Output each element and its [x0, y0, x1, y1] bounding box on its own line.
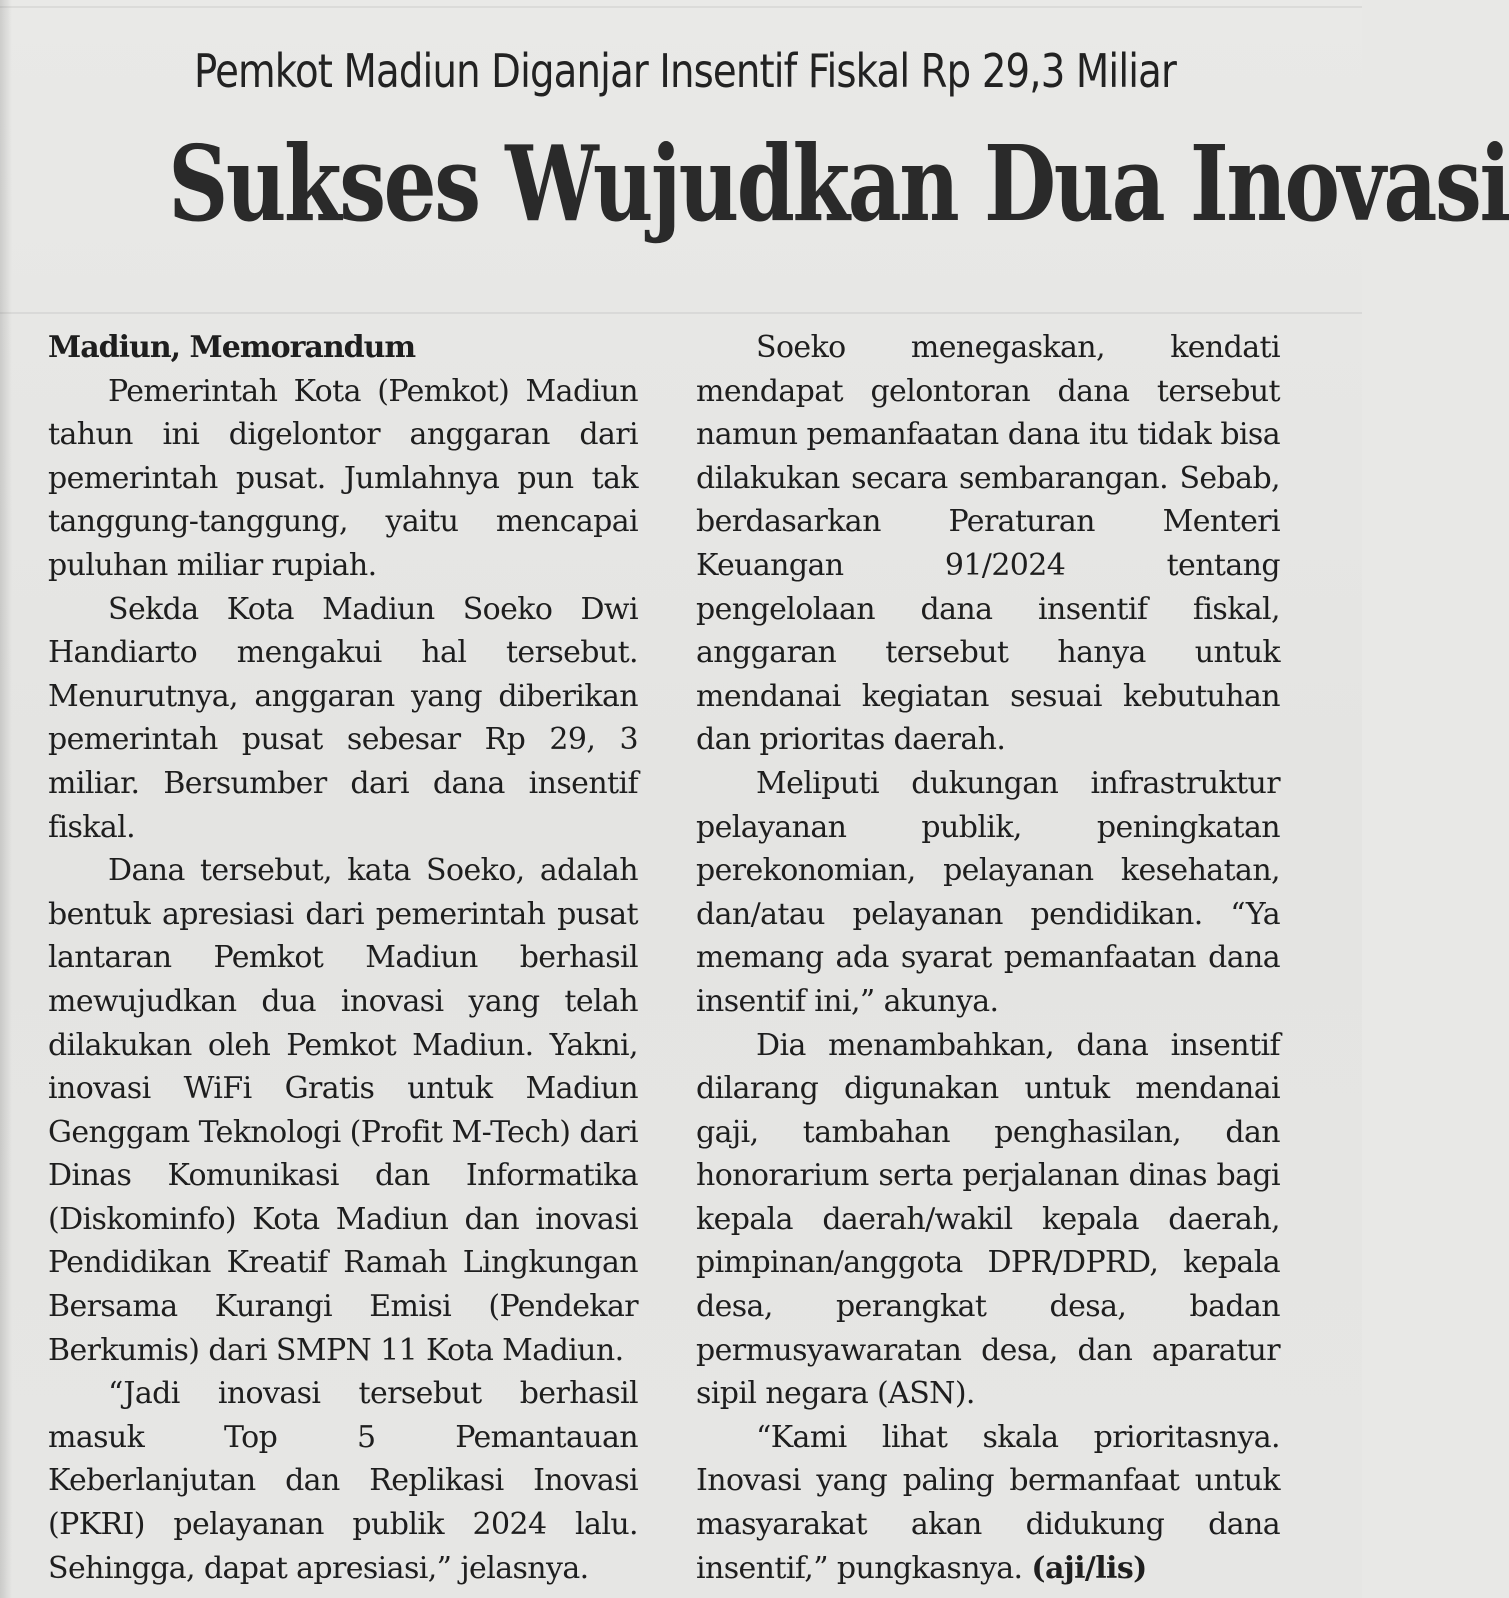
- article-kicker: Pemkot Madiun Diganjar Insentif Fiskal Rp 29,3 Miliar: [193, 44, 1177, 98]
- article-paragraph: Meliputi dukungan infrastruktur pelayanan publik, peningkatan perekonomian, pelayanan kesehatan, dan/atau pelayanan pendidikan. “Ya memang ada syarat pemanfaatan dana insentif ini,” akunya.: [696, 765, 1280, 1019]
- divider: [0, 6, 1362, 8]
- article-column-left: [48, 326, 638, 1590]
- article-paragraph: Dana tersebut, kata Soeko, adalah bentuk apresiasi dari pemerintah pusat lantaran Pemkot Madiun berhasil mewujudkan dua inovasi yang telah dilakukan oleh Pemkot Madiun. Yakni, inovasi WiFi Gratis untuk Madiun Genggam Teknologi (Profit M-Tech) dari Dinas Komunikasi dan Informatika (Diskominfo) Kota Madiun dan inovasi Pendidikan Kreatif Ramah Lingkungan Bersama Kurangi Emisi (Pendekar Berkumis) dari SMPN 11 Kota Madiun.: [48, 853, 638, 1368]
- article-column-right: [696, 326, 1280, 1590]
- article-dateline: Madiun, Memorandum: [48, 330, 416, 365]
- author-signature: (aji/lis): [1031, 1550, 1147, 1586]
- article-paragraph: Dia menambahkan, dana insentif dilarang digunakan untuk mendanai gaji, tambahan penghasilan, dan honorarium serta perjalanan dinas bagi kepala daerah/wakil kepala daerah, pimpinan/anggota DPR/DPRD, kepala desa, perangkat desa, badan permusyawaratan desa, dan aparatur sipil negara (ASN).: [696, 1027, 1280, 1412]
- article-paragraph: “Jadi inovasi tersebut berhasil masuk Top 5 Pemantauan Keberlanjutan dan Replikasi Inovasi (PKRI) pelayanan publik 2024 lalu. Sehingga, dapat apresiasi,” jelasnya.: [48, 1376, 638, 1586]
- article-paragraph: Soeko menegaskan, kendati mendapat gelontoran dana tersebut namun pemanfaatan dana itu tidak bisa dilakukan secara sembarangan. Sebab, berdasarkan Peraturan Menteri Keuangan 91/2024 tentang pengelolaan dana insentif fiskal, anggaran tersebut hanya untuk mendanai kegiatan sesuai kebutuhan dan prioritas daerah.: [696, 330, 1280, 758]
- divider: [0, 312, 1362, 314]
- article-closing-paragraph: [696, 1416, 1280, 1590]
- article-paragraph: Sekda Kota Madiun Soeko Dwi Handiarto mengakui hal tersebut. Menurutnya, anggaran yang diberikan pemerintah pusat sebesar Rp 29, 3 miliar. Bersumber dari dana insentif fiskal.: [48, 591, 638, 845]
- page-fold-shadow: [0, 0, 12, 1598]
- article-headline: Sukses Wujudkan Dua Inovasi: [168, 122, 1509, 245]
- article-paragraph: Pemerintah Kota (Pemkot) Madiun tahun ini digelontor anggaran dari pemerintah pusat. Jumlahnya pun tak tanggung-tanggung, yaitu mencapai puluhan miliar rupiah.: [48, 373, 638, 583]
- closing-text: “Kami lihat skala prioritasnya. Inovasi yang paling bermanfaat untuk masyarakat akan didukung dana insentif,” pungkasnya.: [696, 1419, 1280, 1586]
